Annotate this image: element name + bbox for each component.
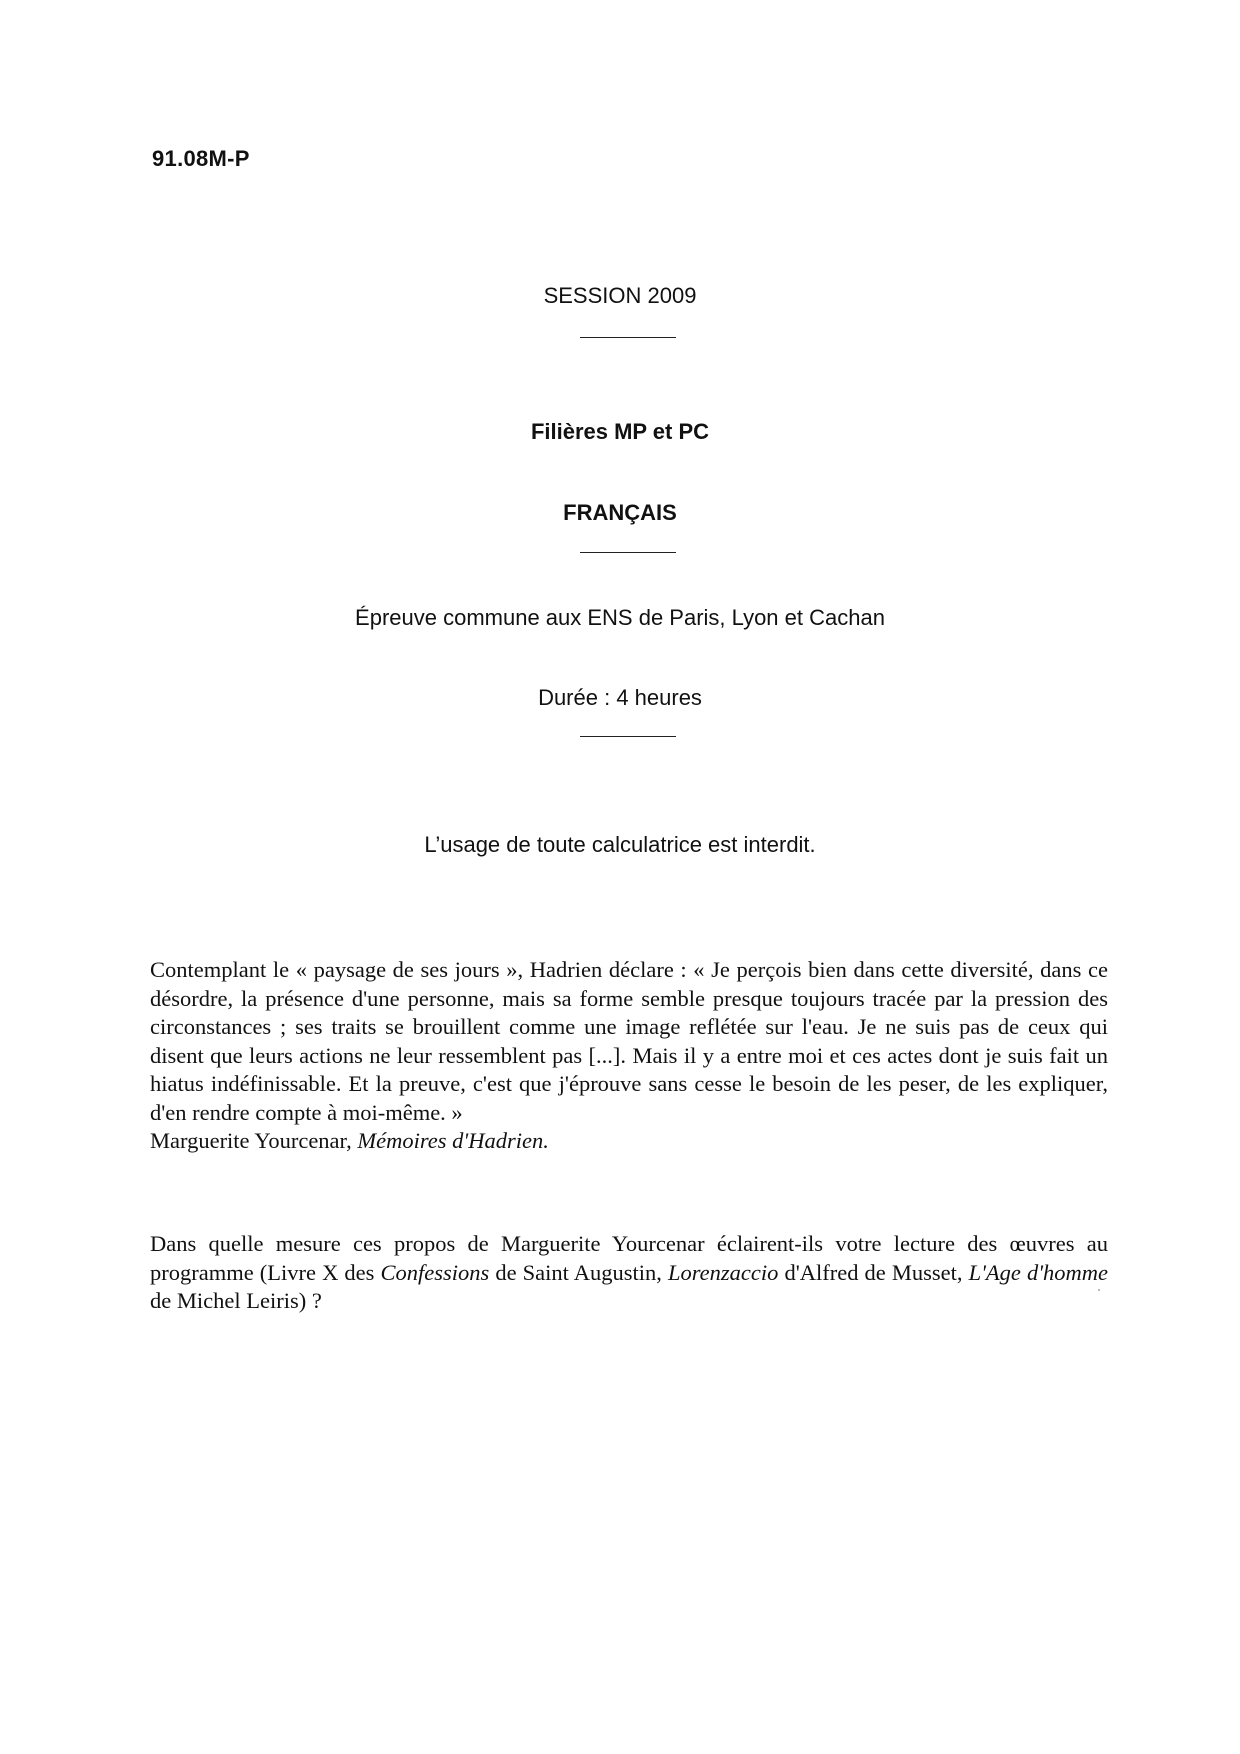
- quote-author: Marguerite Yourcenar,: [150, 1128, 352, 1153]
- question-block: [150, 1230, 1108, 1316]
- divider-rule: [580, 337, 676, 338]
- divider-rule: [580, 552, 676, 553]
- quote-block: [150, 956, 1108, 1156]
- question-text: de Saint Augustin,: [495, 1259, 662, 1285]
- divider-rule: [580, 736, 676, 737]
- duree-line: Durée : 4 heures: [538, 685, 702, 710]
- question-text: de Michel Leiris) ?: [150, 1288, 322, 1313]
- question-text: d'Alfred de Musset,: [784, 1259, 963, 1285]
- scan-speck: [1098, 1289, 1100, 1291]
- quote-work-title: Mémoires d'Hadrien.: [357, 1128, 549, 1153]
- work-title-lorenzaccio: Lorenzaccio: [667, 1259, 779, 1285]
- question-text: Dans quelle mesure ces propos de Marguerite Yourcenar éclairent-ils votre lecture des œuvres au programme (Livre X des: [150, 1231, 1108, 1285]
- work-title-age-dhomme: L'Age d'homme: [968, 1259, 1109, 1285]
- quote-text: Contemplant le « paysage de ses jours », Hadrien déclare : « Je perçois bien dans cette diversité, dans ce désordre, la présence d'une personne, mais sa forme semble presque toujours tracée par la pression des circonstances ; ses traits se brouillent comme une image reflétée sur l'eau. Je ne suis pas de ceux qui disent que leurs actions ne leur ressemblent pas [...]. Mais il y a entre moi et ces actes dont je suis fait un hiatus indéfinissable. Et la preuve, c'est que j'éprouve sans cesse le besoin de les peser, de les expliquer, d'en rendre compte à moi-même. »: [150, 957, 1108, 1125]
- subject-title: FRANÇAIS: [563, 500, 677, 525]
- work-title-confessions: Confessions: [380, 1259, 490, 1285]
- epreuve-line: Épreuve commune aux ENS de Paris, Lyon et Cachan: [355, 605, 885, 630]
- filieres-heading: Filières MP et PC: [530, 419, 710, 444]
- session-title: SESSION 2009: [543, 283, 697, 308]
- exam-code: 91.08M-P: [152, 146, 250, 171]
- calculator-notice: L’usage de toute calculatrice est interdit.: [424, 832, 816, 857]
